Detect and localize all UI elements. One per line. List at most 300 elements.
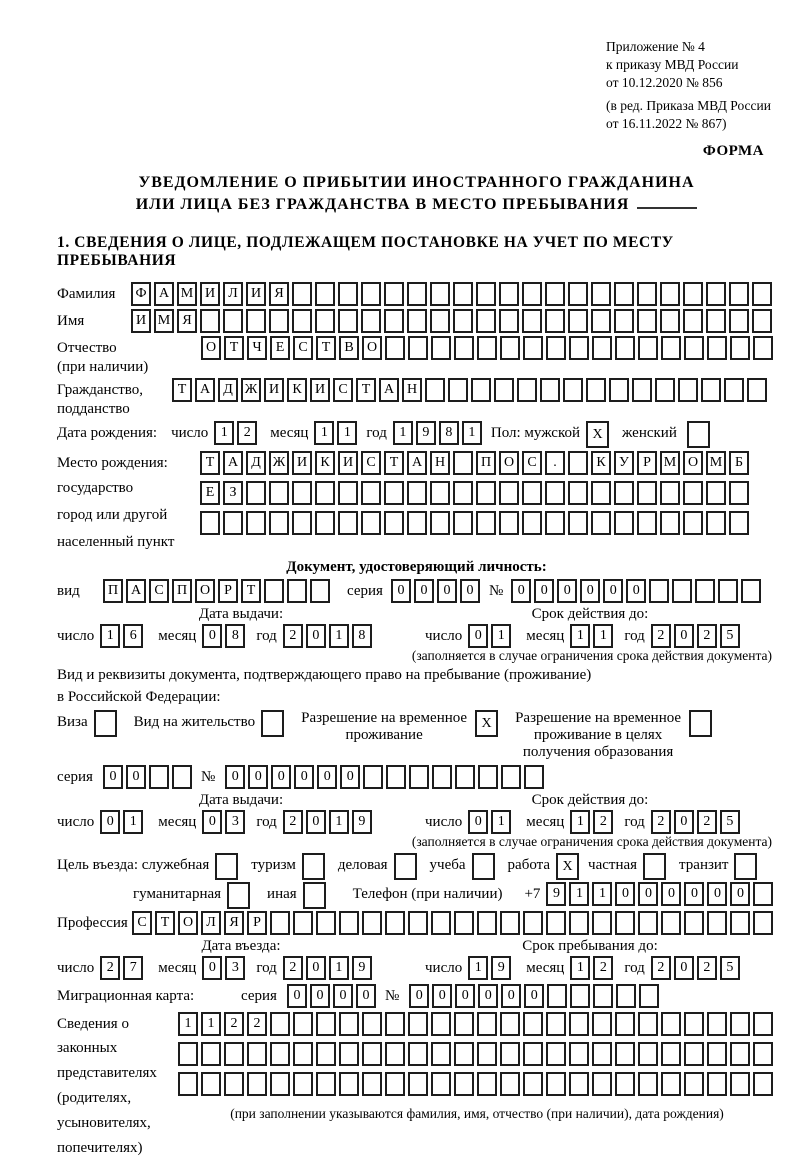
representatives-char-box[interactable]: 1 bbox=[201, 1012, 221, 1036]
birth-year-box[interactable]: 9 bbox=[416, 421, 436, 445]
surname-char-box[interactable] bbox=[660, 282, 680, 306]
residence-valid-year-box[interactable]: 5 bbox=[720, 810, 740, 834]
birthplace-char-box[interactable] bbox=[200, 511, 220, 535]
firstname-char-box[interactable] bbox=[706, 309, 726, 333]
migration-number-box[interactable] bbox=[570, 984, 590, 1008]
temp-residence-checkbox[interactable]: X bbox=[475, 710, 498, 737]
surname-char-box[interactable]: И bbox=[246, 282, 266, 306]
representatives-char-box[interactable] bbox=[661, 1042, 681, 1066]
patronymic-char-box[interactable] bbox=[454, 336, 474, 360]
identity-kind-box[interactable]: А bbox=[126, 579, 146, 603]
citizenship-char-box[interactable]: Д bbox=[218, 378, 238, 402]
representatives-char-box[interactable]: 2 bbox=[247, 1012, 267, 1036]
birthplace-char-box[interactable]: О bbox=[683, 451, 703, 475]
representatives-char-box[interactable] bbox=[316, 1072, 336, 1096]
purpose-other-box[interactable] bbox=[303, 882, 326, 909]
identity-series-box[interactable]: 0 bbox=[414, 579, 434, 603]
birthplace-char-box[interactable] bbox=[706, 511, 726, 535]
birthplace-char-box[interactable]: Р bbox=[637, 451, 657, 475]
identity-kind-box[interactable]: Т bbox=[241, 579, 261, 603]
surname-char-box[interactable] bbox=[706, 282, 726, 306]
stay-year-box[interactable]: 0 bbox=[674, 956, 694, 980]
representatives-char-box[interactable] bbox=[316, 1042, 336, 1066]
identity-number-box[interactable] bbox=[741, 579, 761, 603]
identity-issue-day-box[interactable]: 6 bbox=[123, 624, 143, 648]
representatives-char-box[interactable] bbox=[454, 1042, 474, 1066]
purpose-work-box[interactable]: X bbox=[556, 853, 579, 880]
residence-series-box[interactable] bbox=[149, 765, 169, 789]
phone-digit-box[interactable]: 9 bbox=[546, 882, 566, 906]
citizenship-char-box[interactable]: Ж bbox=[241, 378, 261, 402]
residence-number-box[interactable] bbox=[386, 765, 406, 789]
identity-valid-year-box[interactable]: 2 bbox=[651, 624, 671, 648]
profession-char-box[interactable] bbox=[477, 911, 497, 935]
birth-year-box[interactable]: 8 bbox=[439, 421, 459, 445]
profession-char-box[interactable] bbox=[316, 911, 336, 935]
identity-number-box[interactable] bbox=[718, 579, 738, 603]
firstname-char-box[interactable]: Я bbox=[177, 309, 197, 333]
firstname-char-box[interactable]: И bbox=[131, 309, 151, 333]
representatives-char-box[interactable] bbox=[454, 1072, 474, 1096]
birthplace-char-box[interactable] bbox=[568, 511, 588, 535]
identity-series-box[interactable]: 0 bbox=[391, 579, 411, 603]
phone-digit-box[interactable]: 0 bbox=[615, 882, 635, 906]
representatives-char-box[interactable] bbox=[707, 1072, 727, 1096]
residence-number-box[interactable] bbox=[524, 765, 544, 789]
citizenship-char-box[interactable]: К bbox=[287, 378, 307, 402]
birthplace-char-box[interactable] bbox=[683, 481, 703, 505]
birthplace-char-box[interactable] bbox=[407, 511, 427, 535]
representatives-char-box[interactable] bbox=[523, 1012, 543, 1036]
representatives-char-box[interactable] bbox=[546, 1042, 566, 1066]
citizenship-char-box[interactable] bbox=[747, 378, 767, 402]
birth-year-box[interactable]: 1 bbox=[462, 421, 482, 445]
stay-month-box[interactable]: 2 bbox=[593, 956, 613, 980]
residence-number-box[interactable]: 0 bbox=[317, 765, 337, 789]
identity-series-box[interactable]: 0 bbox=[460, 579, 480, 603]
birthplace-char-box[interactable] bbox=[614, 481, 634, 505]
profession-char-box[interactable] bbox=[592, 911, 612, 935]
representatives-char-box[interactable] bbox=[638, 1042, 658, 1066]
birth-month-box[interactable]: 1 bbox=[314, 421, 334, 445]
representatives-char-box[interactable] bbox=[500, 1072, 520, 1096]
representatives-char-box[interactable] bbox=[385, 1012, 405, 1036]
migration-number-box[interactable] bbox=[547, 984, 567, 1008]
surname-char-box[interactable] bbox=[522, 282, 542, 306]
temp-residence-edu-checkbox[interactable] bbox=[689, 710, 712, 737]
patronymic-char-box[interactable] bbox=[753, 336, 773, 360]
entry-day-box[interactable]: 7 bbox=[123, 956, 143, 980]
identity-issue-year-box[interactable]: 1 bbox=[329, 624, 349, 648]
entry-day-box[interactable]: 2 bbox=[100, 956, 120, 980]
birthplace-char-box[interactable] bbox=[453, 481, 473, 505]
residence-issue-day-box[interactable]: 1 bbox=[123, 810, 143, 834]
profession-char-box[interactable] bbox=[569, 911, 589, 935]
citizenship-char-box[interactable] bbox=[701, 378, 721, 402]
birthplace-char-box[interactable]: А bbox=[223, 451, 243, 475]
identity-kind-box[interactable] bbox=[264, 579, 284, 603]
profession-char-box[interactable]: Р bbox=[247, 911, 267, 935]
patronymic-char-box[interactable]: Т bbox=[224, 336, 244, 360]
identity-kind-box[interactable]: С bbox=[149, 579, 169, 603]
patronymic-char-box[interactable] bbox=[477, 336, 497, 360]
birthplace-char-box[interactable] bbox=[568, 481, 588, 505]
representatives-char-box[interactable] bbox=[270, 1072, 290, 1096]
representatives-char-box[interactable] bbox=[247, 1072, 267, 1096]
purpose-transit-box[interactable] bbox=[734, 853, 757, 880]
residence-valid-month-box[interactable]: 1 bbox=[570, 810, 590, 834]
identity-kind-box[interactable]: П bbox=[172, 579, 192, 603]
residence-issue-day-box[interactable]: 0 bbox=[100, 810, 120, 834]
profession-char-box[interactable] bbox=[408, 911, 428, 935]
profession-char-box[interactable] bbox=[523, 911, 543, 935]
birthplace-char-box[interactable]: К bbox=[591, 451, 611, 475]
residence-number-box[interactable]: 0 bbox=[294, 765, 314, 789]
firstname-char-box[interactable] bbox=[384, 309, 404, 333]
birthplace-char-box[interactable] bbox=[545, 481, 565, 505]
patronymic-char-box[interactable] bbox=[638, 336, 658, 360]
representatives-char-box[interactable] bbox=[224, 1072, 244, 1096]
profession-char-box[interactable]: Л bbox=[201, 911, 221, 935]
profession-char-box[interactable]: С bbox=[132, 911, 152, 935]
representatives-char-box[interactable] bbox=[523, 1042, 543, 1066]
profession-char-box[interactable] bbox=[638, 911, 658, 935]
representatives-char-box[interactable] bbox=[500, 1012, 520, 1036]
firstname-char-box[interactable] bbox=[200, 309, 220, 333]
representatives-char-box[interactable] bbox=[592, 1012, 612, 1036]
stay-year-box[interactable]: 5 bbox=[720, 956, 740, 980]
representatives-char-box[interactable] bbox=[730, 1012, 750, 1036]
birthplace-char-box[interactable] bbox=[292, 481, 312, 505]
firstname-char-box[interactable] bbox=[683, 309, 703, 333]
migration-number-box[interactable]: 0 bbox=[455, 984, 475, 1008]
birthplace-char-box[interactable] bbox=[591, 481, 611, 505]
residence-issue-year-box[interactable]: 9 bbox=[352, 810, 372, 834]
sex-male-box[interactable]: X bbox=[586, 421, 609, 448]
firstname-char-box[interactable] bbox=[729, 309, 749, 333]
residence-valid-day-box[interactable]: 0 bbox=[468, 810, 488, 834]
birthplace-char-box[interactable] bbox=[269, 511, 289, 535]
surname-char-box[interactable] bbox=[729, 282, 749, 306]
citizenship-char-box[interactable]: Н bbox=[402, 378, 422, 402]
representatives-char-box[interactable] bbox=[408, 1012, 428, 1036]
representatives-char-box[interactable] bbox=[569, 1012, 589, 1036]
residence-valid-year-box[interactable]: 0 bbox=[674, 810, 694, 834]
birthplace-char-box[interactable]: М bbox=[660, 451, 680, 475]
firstname-char-box[interactable] bbox=[660, 309, 680, 333]
patronymic-char-box[interactable]: В bbox=[339, 336, 359, 360]
patronymic-char-box[interactable] bbox=[615, 336, 635, 360]
patronymic-char-box[interactable]: О bbox=[362, 336, 382, 360]
patronymic-char-box[interactable] bbox=[546, 336, 566, 360]
surname-char-box[interactable]: Я bbox=[269, 282, 289, 306]
residence-series-box[interactable] bbox=[172, 765, 192, 789]
citizenship-char-box[interactable] bbox=[540, 378, 560, 402]
residence-issue-year-box[interactable]: 0 bbox=[306, 810, 326, 834]
patronymic-char-box[interactable] bbox=[500, 336, 520, 360]
migration-number-box[interactable] bbox=[593, 984, 613, 1008]
residence-issue-month-box[interactable]: 3 bbox=[225, 810, 245, 834]
birthplace-char-box[interactable] bbox=[292, 511, 312, 535]
purpose-humanitarian-box[interactable] bbox=[227, 882, 250, 909]
representatives-char-box[interactable] bbox=[408, 1072, 428, 1096]
profession-char-box[interactable] bbox=[270, 911, 290, 935]
citizenship-char-box[interactable] bbox=[724, 378, 744, 402]
representatives-char-box[interactable] bbox=[362, 1042, 382, 1066]
representatives-char-box[interactable] bbox=[316, 1012, 336, 1036]
representatives-char-box[interactable] bbox=[592, 1042, 612, 1066]
patronymic-char-box[interactable] bbox=[569, 336, 589, 360]
citizenship-char-box[interactable] bbox=[655, 378, 675, 402]
birthplace-char-box[interactable] bbox=[591, 511, 611, 535]
representatives-char-box[interactable] bbox=[500, 1042, 520, 1066]
citizenship-char-box[interactable]: С bbox=[333, 378, 353, 402]
citizenship-char-box[interactable] bbox=[425, 378, 445, 402]
representatives-char-box[interactable] bbox=[684, 1072, 704, 1096]
birthplace-char-box[interactable] bbox=[683, 511, 703, 535]
profession-char-box[interactable] bbox=[661, 911, 681, 935]
representatives-char-box[interactable] bbox=[431, 1042, 451, 1066]
representatives-char-box[interactable] bbox=[201, 1072, 221, 1096]
citizenship-char-box[interactable] bbox=[609, 378, 629, 402]
firstname-char-box[interactable] bbox=[338, 309, 358, 333]
citizenship-char-box[interactable]: Т bbox=[172, 378, 192, 402]
birthplace-char-box[interactable] bbox=[476, 481, 496, 505]
birthplace-char-box[interactable] bbox=[453, 511, 473, 535]
birth-day-box[interactable]: 1 bbox=[214, 421, 234, 445]
birthplace-char-box[interactable] bbox=[384, 481, 404, 505]
entry-month-box[interactable]: 0 bbox=[202, 956, 222, 980]
representatives-char-box[interactable] bbox=[615, 1012, 635, 1036]
identity-issue-month-box[interactable]: 8 bbox=[225, 624, 245, 648]
residence-number-box[interactable]: 0 bbox=[271, 765, 291, 789]
representatives-char-box[interactable] bbox=[293, 1012, 313, 1036]
firstname-char-box[interactable] bbox=[246, 309, 266, 333]
representatives-char-box[interactable] bbox=[385, 1042, 405, 1066]
firstname-char-box[interactable] bbox=[315, 309, 335, 333]
migration-number-box[interactable]: 0 bbox=[478, 984, 498, 1008]
representatives-char-box[interactable] bbox=[224, 1042, 244, 1066]
identity-valid-day-box[interactable]: 0 bbox=[468, 624, 488, 648]
birthplace-char-box[interactable]: Б bbox=[729, 451, 749, 475]
birthplace-char-box[interactable] bbox=[499, 481, 519, 505]
citizenship-char-box[interactable]: И bbox=[310, 378, 330, 402]
identity-number-box[interactable]: 0 bbox=[534, 579, 554, 603]
residence-number-box[interactable] bbox=[501, 765, 521, 789]
birthplace-char-box[interactable] bbox=[522, 511, 542, 535]
profession-char-box[interactable] bbox=[615, 911, 635, 935]
birthplace-char-box[interactable] bbox=[430, 511, 450, 535]
phone-digit-box[interactable]: 1 bbox=[592, 882, 612, 906]
representatives-char-box[interactable] bbox=[684, 1012, 704, 1036]
birthplace-char-box[interactable]: Т bbox=[200, 451, 220, 475]
purpose-study-box[interactable] bbox=[472, 853, 495, 880]
representatives-char-box[interactable] bbox=[753, 1072, 773, 1096]
firstname-char-box[interactable] bbox=[269, 309, 289, 333]
representatives-char-box[interactable] bbox=[523, 1072, 543, 1096]
identity-kind-box[interactable] bbox=[310, 579, 330, 603]
profession-char-box[interactable] bbox=[500, 911, 520, 935]
identity-number-box[interactable] bbox=[649, 579, 669, 603]
birthplace-char-box[interactable]: У bbox=[614, 451, 634, 475]
residence-number-box[interactable] bbox=[409, 765, 429, 789]
residence-valid-month-box[interactable]: 2 bbox=[593, 810, 613, 834]
entry-year-box[interactable]: 0 bbox=[306, 956, 326, 980]
stay-day-box[interactable]: 1 bbox=[468, 956, 488, 980]
citizenship-char-box[interactable] bbox=[563, 378, 583, 402]
patronymic-char-box[interactable]: С bbox=[293, 336, 313, 360]
surname-char-box[interactable] bbox=[568, 282, 588, 306]
representatives-char-box[interactable] bbox=[638, 1012, 658, 1036]
identity-valid-year-box[interactable]: 0 bbox=[674, 624, 694, 648]
representatives-char-box[interactable] bbox=[431, 1012, 451, 1036]
residence-valid-day-box[interactable]: 1 bbox=[491, 810, 511, 834]
residence-issue-month-box[interactable]: 0 bbox=[202, 810, 222, 834]
residence-number-box[interactable]: 0 bbox=[340, 765, 360, 789]
firstname-char-box[interactable] bbox=[568, 309, 588, 333]
firstname-char-box[interactable] bbox=[430, 309, 450, 333]
representatives-char-box[interactable] bbox=[546, 1072, 566, 1096]
birthplace-char-box[interactable]: Т bbox=[384, 451, 404, 475]
representatives-char-box[interactable] bbox=[362, 1072, 382, 1096]
surname-char-box[interactable] bbox=[407, 282, 427, 306]
firstname-char-box[interactable] bbox=[361, 309, 381, 333]
phone-digit-box[interactable]: 0 bbox=[638, 882, 658, 906]
birthplace-char-box[interactable]: . bbox=[545, 451, 565, 475]
migration-number-box[interactable]: 0 bbox=[409, 984, 429, 1008]
birthplace-char-box[interactable]: П bbox=[476, 451, 496, 475]
birthplace-char-box[interactable] bbox=[246, 481, 266, 505]
representatives-char-box[interactable] bbox=[638, 1072, 658, 1096]
stay-month-box[interactable]: 1 bbox=[570, 956, 590, 980]
birthplace-char-box[interactable]: М bbox=[706, 451, 726, 475]
citizenship-char-box[interactable] bbox=[448, 378, 468, 402]
migration-series-box[interactable]: 0 bbox=[287, 984, 307, 1008]
identity-kind-box[interactable]: П bbox=[103, 579, 123, 603]
migration-series-box[interactable]: 0 bbox=[333, 984, 353, 1008]
purpose-private-box[interactable] bbox=[643, 853, 666, 880]
birthplace-char-box[interactable]: Е bbox=[200, 481, 220, 505]
profession-char-box[interactable] bbox=[707, 911, 727, 935]
birthplace-char-box[interactable]: С bbox=[361, 451, 381, 475]
entry-year-box[interactable]: 1 bbox=[329, 956, 349, 980]
profession-char-box[interactable] bbox=[431, 911, 451, 935]
identity-issue-year-box[interactable]: 8 bbox=[352, 624, 372, 648]
identity-number-box[interactable]: 0 bbox=[603, 579, 623, 603]
patronymic-char-box[interactable]: О bbox=[201, 336, 221, 360]
birthplace-char-box[interactable]: И bbox=[292, 451, 312, 475]
birthplace-char-box[interactable] bbox=[614, 511, 634, 535]
birthplace-char-box[interactable] bbox=[453, 451, 473, 475]
representatives-char-box[interactable] bbox=[730, 1042, 750, 1066]
representatives-char-box[interactable] bbox=[339, 1012, 359, 1036]
representatives-char-box[interactable] bbox=[753, 1012, 773, 1036]
surname-char-box[interactable]: И bbox=[200, 282, 220, 306]
phone-digit-box[interactable] bbox=[753, 882, 773, 906]
phone-digit-box[interactable]: 0 bbox=[730, 882, 750, 906]
birthplace-char-box[interactable] bbox=[338, 481, 358, 505]
birth-year-box[interactable]: 1 bbox=[393, 421, 413, 445]
representatives-char-box[interactable] bbox=[707, 1012, 727, 1036]
representatives-char-box[interactable] bbox=[339, 1072, 359, 1096]
identity-kind-box[interactable] bbox=[287, 579, 307, 603]
identity-kind-box[interactable]: Р bbox=[218, 579, 238, 603]
surname-char-box[interactable] bbox=[430, 282, 450, 306]
identity-valid-month-box[interactable]: 1 bbox=[570, 624, 590, 648]
birth-day-box[interactable]: 2 bbox=[237, 421, 257, 445]
purpose-business-box[interactable] bbox=[394, 853, 417, 880]
sex-female-box[interactable] bbox=[687, 421, 710, 448]
representatives-char-box[interactable] bbox=[753, 1042, 773, 1066]
identity-number-box[interactable]: 0 bbox=[557, 579, 577, 603]
birthplace-char-box[interactable] bbox=[476, 511, 496, 535]
birthplace-char-box[interactable]: С bbox=[522, 451, 542, 475]
residence-number-box[interactable]: 0 bbox=[225, 765, 245, 789]
representatives-char-box[interactable] bbox=[201, 1042, 221, 1066]
migration-number-box[interactable]: 0 bbox=[432, 984, 452, 1008]
residence-issue-year-box[interactable]: 1 bbox=[329, 810, 349, 834]
profession-char-box[interactable]: О bbox=[178, 911, 198, 935]
migration-number-box[interactable] bbox=[616, 984, 636, 1008]
identity-issue-day-box[interactable]: 1 bbox=[100, 624, 120, 648]
identity-series-box[interactable]: 0 bbox=[437, 579, 457, 603]
birthplace-char-box[interactable]: А bbox=[407, 451, 427, 475]
representatives-char-box[interactable] bbox=[362, 1012, 382, 1036]
profession-char-box[interactable] bbox=[339, 911, 359, 935]
representatives-char-box[interactable] bbox=[592, 1072, 612, 1096]
representatives-char-box[interactable] bbox=[178, 1072, 198, 1096]
profession-char-box[interactable] bbox=[730, 911, 750, 935]
identity-kind-box[interactable]: О bbox=[195, 579, 215, 603]
migration-series-box[interactable]: 0 bbox=[356, 984, 376, 1008]
citizenship-char-box[interactable] bbox=[471, 378, 491, 402]
representatives-char-box[interactable] bbox=[385, 1072, 405, 1096]
birthplace-char-box[interactable] bbox=[729, 511, 749, 535]
representatives-char-box[interactable] bbox=[293, 1072, 313, 1096]
birthplace-char-box[interactable] bbox=[522, 481, 542, 505]
surname-char-box[interactable]: М bbox=[177, 282, 197, 306]
patronymic-char-box[interactable]: Е bbox=[270, 336, 290, 360]
representatives-char-box[interactable] bbox=[569, 1072, 589, 1096]
stay-year-box[interactable]: 2 bbox=[697, 956, 717, 980]
surname-char-box[interactable] bbox=[476, 282, 496, 306]
citizenship-char-box[interactable] bbox=[517, 378, 537, 402]
representatives-char-box[interactable] bbox=[661, 1072, 681, 1096]
surname-char-box[interactable] bbox=[292, 282, 312, 306]
phone-digit-box[interactable]: 0 bbox=[661, 882, 681, 906]
residence-valid-year-box[interactable]: 2 bbox=[651, 810, 671, 834]
firstname-char-box[interactable] bbox=[292, 309, 312, 333]
profession-char-box[interactable] bbox=[362, 911, 382, 935]
representatives-char-box[interactable] bbox=[431, 1072, 451, 1096]
representatives-char-box[interactable] bbox=[270, 1042, 290, 1066]
birthplace-char-box[interactable] bbox=[361, 511, 381, 535]
surname-char-box[interactable] bbox=[614, 282, 634, 306]
birthplace-char-box[interactable]: Н bbox=[430, 451, 450, 475]
stay-year-box[interactable]: 2 bbox=[651, 956, 671, 980]
citizenship-char-box[interactable]: Т bbox=[356, 378, 376, 402]
birthplace-char-box[interactable] bbox=[315, 481, 335, 505]
firstname-char-box[interactable] bbox=[453, 309, 473, 333]
birthplace-char-box[interactable] bbox=[706, 481, 726, 505]
birthplace-char-box[interactable]: Д bbox=[246, 451, 266, 475]
representatives-char-box[interactable] bbox=[546, 1012, 566, 1036]
birthplace-char-box[interactable] bbox=[499, 511, 519, 535]
residence-number-box[interactable] bbox=[455, 765, 475, 789]
firstname-char-box[interactable]: М bbox=[154, 309, 174, 333]
identity-number-box[interactable]: 0 bbox=[511, 579, 531, 603]
birthplace-char-box[interactable]: Ж bbox=[269, 451, 289, 475]
